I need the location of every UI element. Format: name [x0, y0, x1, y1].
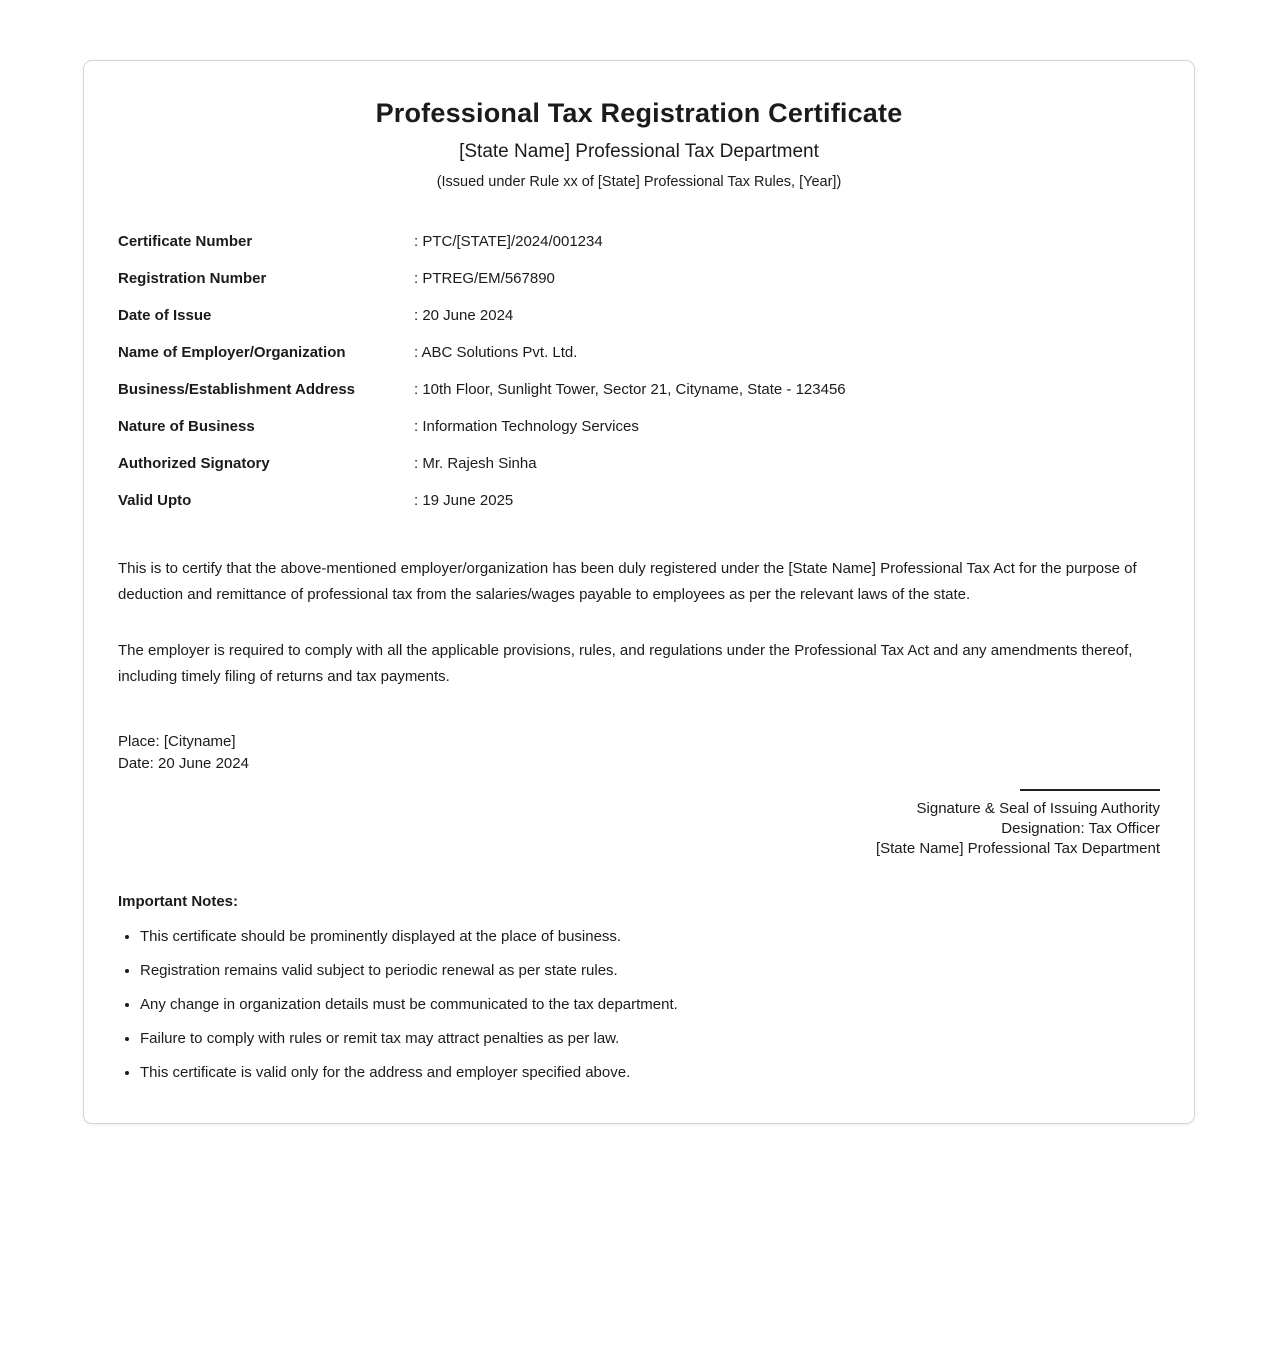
field-label: Authorized Signatory: [118, 455, 270, 472]
field-row-business-address: [118, 371, 1160, 408]
signature-block: [118, 789, 1160, 859]
signature-designation-line: Designation: Tax Officer: [1001, 820, 1160, 837]
field-value: : 20 June 2024: [414, 307, 514, 324]
field-value: : 19 June 2025: [414, 492, 514, 509]
signature-authority-line: Signature & Seal of Issuing Authority: [916, 800, 1160, 817]
signature-line: [1020, 789, 1160, 791]
field-value: : 10th Floor, Sunlight Tower, Sector 21, Cityname, State - 123456: [414, 381, 846, 398]
field-label: Certificate Number: [118, 233, 253, 250]
important-notes-heading: Important Notes:: [118, 893, 238, 910]
place-date-block: [118, 731, 1160, 775]
field-row-nature-of-business: [118, 408, 1160, 445]
place-line: Place: [Cityname]: [118, 733, 236, 750]
note-item: • Any change in organization details must be communicated to the tax department.: [140, 994, 1160, 1015]
field-row-authorized-signatory: [118, 445, 1160, 482]
field-row-date-of-issue: [118, 297, 1160, 334]
field-value: : PTC/[STATE]/2024/001234: [414, 233, 603, 250]
certificate-fields: [118, 223, 1160, 519]
field-row-valid-upto: [118, 482, 1160, 519]
compliance-paragraph: The employer is required to comply with all the applicable provisions, rules, and regulations under the Professional Tax Act and any amendments thereof, including timely filing of returns and tax payments.: [118, 642, 1133, 685]
note-item: • Registration remains valid subject to periodic renewal as per state rules.: [140, 960, 1160, 981]
issued-under-line: (Issued under Rule xx of [State] Professional Tax Rules, [Year]): [436, 174, 842, 190]
important-notes-list: [118, 926, 1160, 1083]
certification-paragraph: This is to certify that the above-mentioned employer/organization has been duly registered under the [State Name] Professional Tax Act for the purpose of deduction and remittance of professional tax from the salaries/wages payable to employees as per the relevant laws of the state.: [118, 560, 1137, 603]
field-label: Name of Employer/Organization: [118, 344, 346, 361]
field-value: : Information Technology Services: [414, 418, 639, 435]
note-item: • This certificate is valid only for the address and employer specified above.: [140, 1062, 1160, 1083]
field-row-registration-number: [118, 260, 1160, 297]
important-notes-section: [118, 891, 1160, 1083]
certificate-title: Professional Tax Registration Certificate: [375, 98, 903, 128]
field-row-employer-name: [118, 334, 1160, 371]
signature-department-line: [State Name] Professional Tax Department: [875, 840, 1160, 857]
date-line: Date: 20 June 2024: [118, 755, 249, 772]
certificate-card: [83, 60, 1195, 1124]
note-item: • Failure to comply with rules or remit tax may attract penalties as per law.: [140, 1028, 1160, 1049]
certificate-subtitle: [State Name] Professional Tax Department: [459, 141, 819, 162]
field-label: Valid Upto: [118, 492, 192, 509]
note-item: • This certificate should be prominently displayed at the place of business.: [140, 926, 1160, 947]
field-value: : Mr. Rajesh Sinha: [414, 455, 537, 472]
field-label: Business/Establishment Address: [118, 381, 356, 398]
field-label: Date of Issue: [118, 307, 212, 324]
field-value: : ABC Solutions Pvt. Ltd.: [414, 344, 578, 361]
page: [0, 60, 1278, 1360]
field-value: : PTREG/EM/567890: [414, 270, 555, 287]
field-label: Nature of Business: [118, 418, 255, 435]
field-row-certificate-number: [118, 223, 1160, 260]
field-label: Registration Number: [118, 270, 267, 287]
